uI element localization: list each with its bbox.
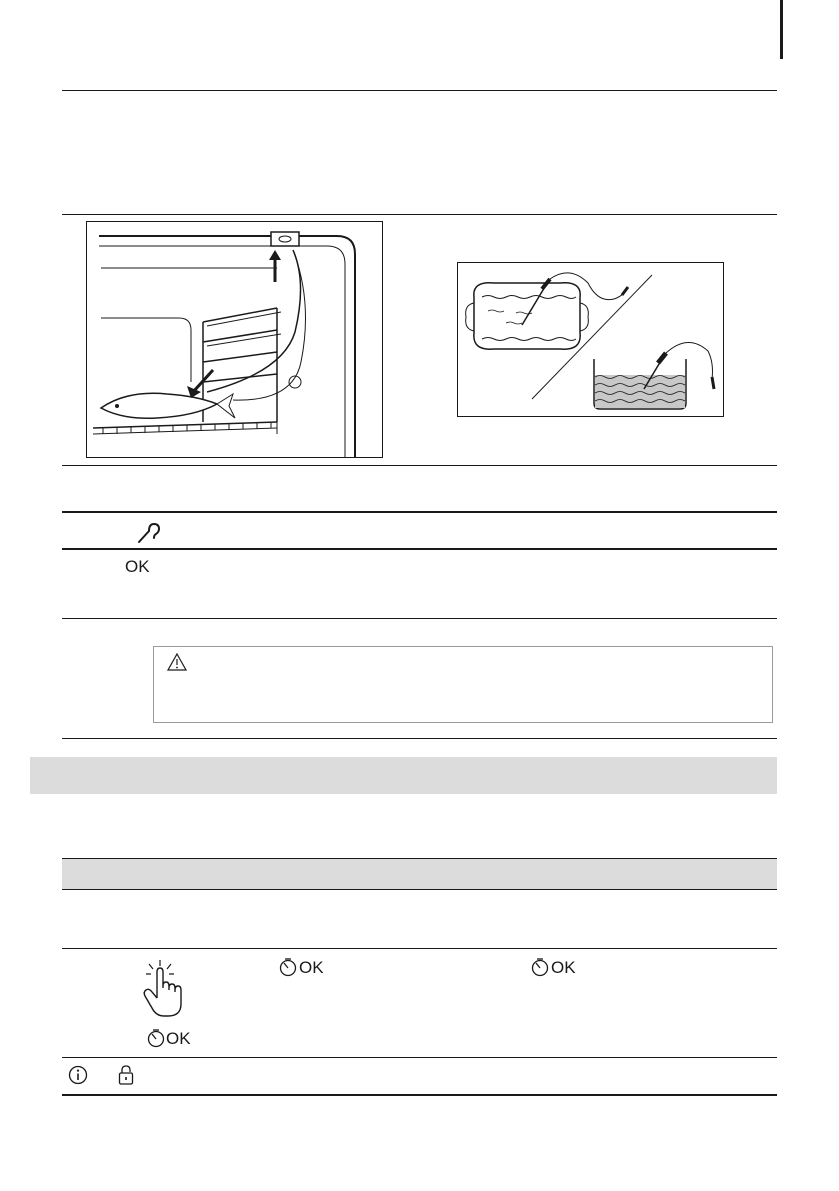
ok-label: OK: [166, 1029, 191, 1048]
table-rule: [62, 548, 777, 550]
probe-dish-illustration: [457, 262, 724, 417]
crop-mark: [780, 0, 783, 59]
ok-label: OK: [125, 557, 150, 576]
touch-icon: [140, 958, 186, 1018]
table-rule: [62, 948, 777, 949]
table-rule: [62, 511, 777, 513]
info-icon: [68, 1065, 88, 1085]
warning-box: [153, 646, 773, 723]
table-rule: [62, 90, 777, 91]
oven-probe-illustration: [86, 221, 383, 458]
probe-icon: [137, 522, 161, 544]
table-rule: [62, 738, 777, 739]
warning-icon: [166, 652, 188, 672]
timer-icon: [146, 1028, 166, 1048]
ok-label: OK: [551, 958, 576, 977]
table-rule: [62, 1094, 777, 1096]
table-rule: [62, 465, 777, 466]
section-heading-band: [30, 757, 777, 794]
ok-label: OK: [299, 958, 324, 977]
table-rule: [62, 214, 777, 215]
lock-icon: [117, 1064, 135, 1086]
timer-icon: [278, 957, 298, 977]
table-rule: [62, 618, 777, 619]
timer-icon: [530, 957, 550, 977]
table-header: [62, 858, 777, 890]
table-rule: [62, 1057, 777, 1058]
